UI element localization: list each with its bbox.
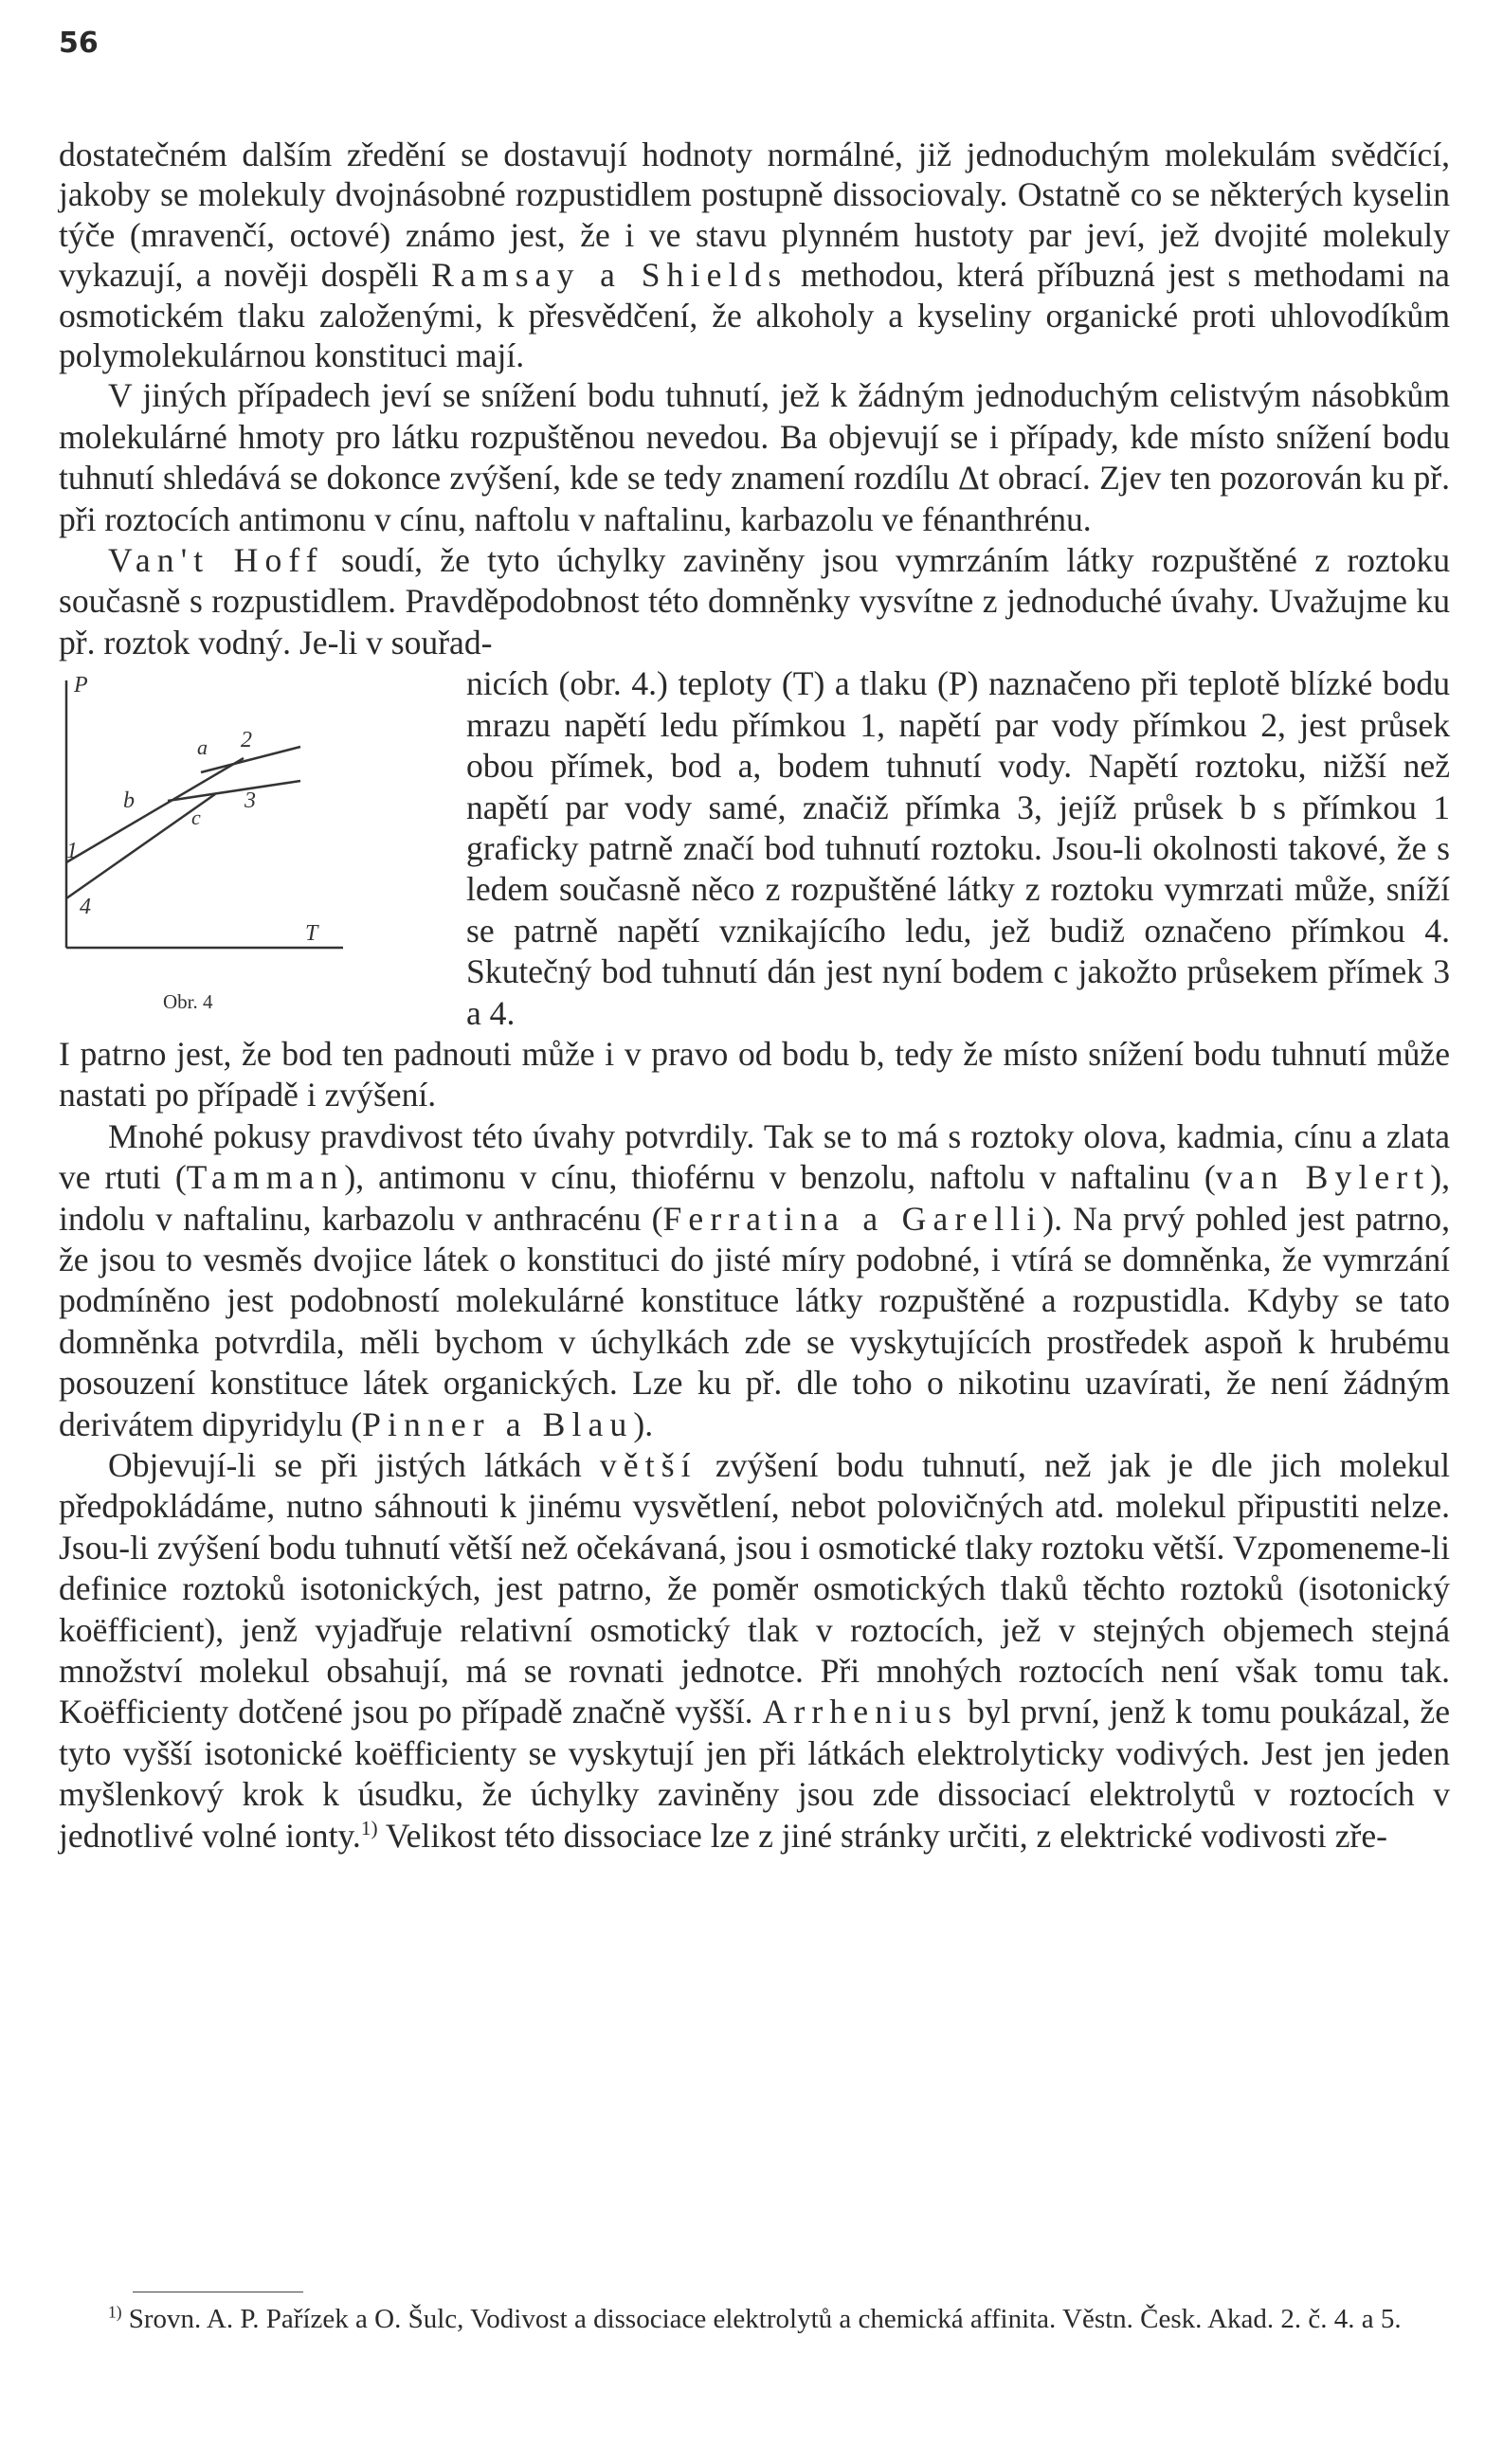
name-tamman: Tamman — [186, 1158, 345, 1197]
p5-c: byl první, jenž k tomu poukázal, že tyto vyšší isotonické koëfficienty se vyskytují jen při látkách elektrolyticky vodivých. Jest jen jeden myšlenkový krok k úsudku, že úchylky zaviněny jsou zde dissociací elektrolytů v roztocích v jednotlivé volné ionty. — [59, 1693, 1450, 1855]
label-4: 4 — [80, 895, 91, 920]
p5-d: Velikost této dissociace lze z jiné stránky určiti, z elektrické vodivosti zře- — [385, 1816, 1387, 1855]
figure-side-text: nicích (obr. 4.) teploty (T) a tlaku (P) naznačeno při teplotě blízké bodu mrazu napětí ledu přímkou 1, napětí par vody přímkou 2, jest průsek obou přímek, bod a, bodem tuhnutí vody. Napětí roztoku, nižší než napětí par vody samé, značiž přímka 3, jejíž průsek b s přímkou 1 graficky patrně značí bod tuhnutí roztoku. Jsou-li okolnosti takové, že s ledem současně něco z rozpuštěné látky z roztoku vymrzati může, sníží se patrně napětí vznikajícího ledu, jež budiž označeno přímkou 4. Skutečný bod tuhnutí dán jest nyní bodem c jakožto průsekem přímek 3 a 4. — [466, 664, 1450, 1032]
label-a: a — [197, 735, 208, 760]
paragraph-5 — [59, 1445, 1450, 1857]
paragraph-3-end: I patrno jest, že bod ten padnouti může i v pravo od bodu b, tedy že místo snížení bodu tuhnutí může nastati po případě i zvýšení. — [59, 1034, 1450, 1114]
figure-caption: Obr. 4 — [163, 990, 213, 1014]
phase-diagram — [59, 663, 400, 976]
name-van-bylert: van Bylert — [1215, 1158, 1431, 1197]
name-arrhenius: Arrhenius — [762, 1693, 958, 1731]
label-3: 3 — [244, 788, 256, 814]
p4-a: Mnohé pokusy pravdivost této úvahy potvrdily. Tak se to má s roztoky olova, kadmia, cínu a zlata ve rtuti ( — [59, 1116, 1450, 1197]
paragraph-4 — [59, 1116, 1450, 1445]
label-c: c — [191, 806, 201, 830]
p1-text: dostatečném dalším zředění se dostavují hodnoty normálné, již jednoduchým molekulám svědčící, jakoby se molekuly dvojnásobné rozpustidlem postupně dissociovaly. Ostatně co se některých kyselin týče (mravenčí, octové) známo jest, že i ve stavu plynném hustoty par jeví, jež dvojité molekuly vykazují, a nověji dospěli — [59, 136, 1450, 295]
p5-a: Objevují-li se při jistých látkách — [108, 1446, 582, 1484]
p1-end: methodou, která příbuzná jest s methodami na osmotickém tlaku založenými, k přesvědčení, že alkoholy a kyseliny organické proti uhlovodíkům polymolekulárnou konstituci mají. — [59, 256, 1450, 375]
figure-4 — [59, 663, 400, 1018]
footnote — [59, 2303, 1450, 2335]
footnote-ref: 1) — [360, 1816, 378, 1839]
page-number: 56 — [59, 27, 99, 60]
paragraph-2: V jiných případech jeví se snížení bodu tuhnutí, jež k žádným jednoduchým celistvým násobkům molekulárné hmoty pro látku rozpuštěnou nevedou. Ba objevují se i případy, kde místo snížení bodu tuhnutí shledává se dokonce zvýšení, kde se tedy znamení rozdílu Δt obrací. Zjev ten pozorován ku př. při roztocích antimonu v cínu, naftolu v naftalinu, karbazolu ve fénanthrénu. — [59, 376, 1450, 538]
name-pinner-blau: Pinner a Blau — [362, 1404, 634, 1443]
label-p: P — [74, 673, 88, 698]
p3-text: soudí, že tyto úchylky zaviněny jsou vymrzáním látky rozpuštěné z roztoku současně s rozpustidlem. Pravděpodobnost této domněnky vysvítne z jednoduché úvahy. Uvažujme ku př. roztok vodný. Je-li v souřad- — [59, 541, 1450, 661]
label-2: 2 — [241, 728, 252, 753]
name-ferratina-garelli: Ferratina a Garelli — [662, 1199, 1043, 1238]
footnote-text: Srovn. A. P. Pařízek a O. Šulc, Vodivost a dissociace elektrolytů a chemická affinita. Věstn. Česk. Akad. 2. č. 4. a 5. — [128, 2304, 1402, 2334]
footnote-mark: 1) — [108, 2302, 122, 2322]
p4-c: ), indolu v naftalinu, karbazolu v anthracénu ( — [59, 1158, 1450, 1238]
label-1: 1 — [66, 839, 78, 864]
body-text — [59, 135, 1450, 1857]
label-t: T — [305, 921, 318, 947]
paragraph-3 — [59, 540, 1450, 663]
p1-names: Ramsay a Shields — [431, 256, 788, 295]
p5-b: zvýšení bodu tuhnutí, než jak je dle jich molekul předpokládáme, nutno sáhnouti k jinému vysvětlení, nebot polovičných atd. molekul připustiti nelze. Jsou-li zvýšení bodu tuhnutí větší než očekávaná, jsou i osmotické tlaky roztoku větší. Vzpomeneme-li definice roztoků isotonických, jest patrno, že poměr osmotických tlaků těchto roztoků (isotonický koëfficient), jenž vyjadřuje relativní osmotický tlak v roztocích, jež v stejných objemech stejná množství molekul obsahují, má se rovnati jednotce. Při mnohých roztocích není však tomu tak. Koëfficienty dotčené jsou po případě značně vyšší. — [59, 1446, 1450, 1731]
p5-emphasis: větší — [599, 1446, 697, 1484]
p4-d: ). Na prvý pohled jest patrno, že jsou to vesměs dvojice látek o konstituci do jisté míry podobné, i vtírá se domněnka, že vymrzání podmíněno jest podobností molekulárné konstituce látky rozpuštěné a rozpustidla. Kdyby se tato domněnka potvrdila, měli bychom v úchylkách zde se vyskytujících prostředek aspoň k hrubému posouzení konstituce látek organických. Lze ku př. dle toho o nikotinu uzavírati, že není žádným derivátem dipyridylu ( — [59, 1199, 1450, 1443]
figure-wrap — [59, 663, 1450, 1034]
line-1 — [66, 758, 244, 862]
paragraph-1 — [59, 135, 1450, 375]
p4-e: ). — [633, 1404, 654, 1443]
p3-name: Van't Hoff — [108, 541, 324, 580]
label-b: b — [123, 788, 135, 814]
p4-b: ), antimonu v cínu, thioférnu v benzolu, naftolu v naftalinu ( — [344, 1158, 1216, 1197]
